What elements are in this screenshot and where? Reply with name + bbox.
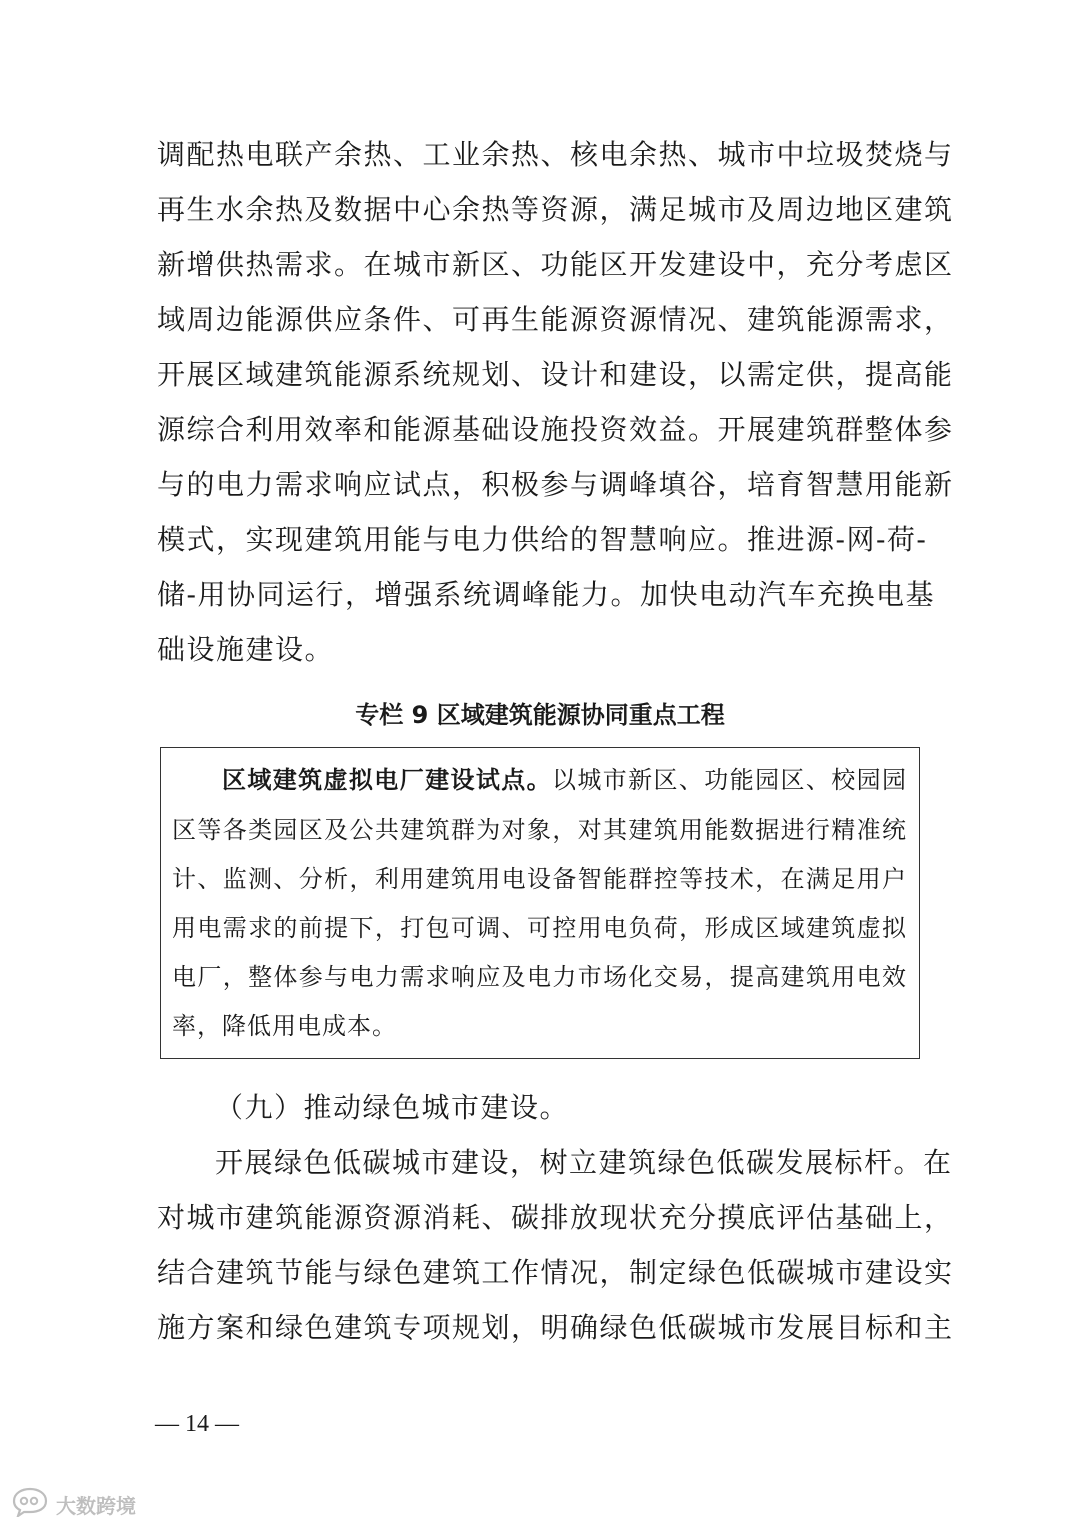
column-title: 专栏 9 区域建筑能源协同重点工程 <box>355 701 725 729</box>
body-line: 源综合利用效率和能源基础设施投资效益。开展建筑群整体参 <box>157 413 954 446</box>
column-first-line-text: 以城市新区、功能园区、校园园 <box>552 766 907 794</box>
page-number: — 14 — <box>155 1411 239 1437</box>
body-line: 结合建筑节能与绿色建筑工作情况，制定绿色低碳城市建设实 <box>157 1256 954 1289</box>
body-line: 新增供热需求。在城市新区、功能区开发建设中，充分考虑区 <box>157 248 954 281</box>
column-line: 用电需求的前提下，打包可调、可控用电负荷，形成区域建筑虚拟 <box>172 914 907 942</box>
column-line: 区等各类园区及公共建筑群为对象，对其建筑用能数据进行精准统 <box>172 816 907 844</box>
chat-bubble-logo-icon <box>10 1487 50 1521</box>
column-line: 计、监测、分析，利用建筑用电设备智能群控等技术，在满足用户 <box>172 865 907 893</box>
body-line: 再生水余热及数据中心余热等资源，满足城市及周边地区建筑 <box>157 193 954 226</box>
body-line: 与的电力需求响应试点，积极参与调峰填谷，培育智慧用能新 <box>157 468 954 501</box>
body-line: 础设施建设。 <box>157 633 335 666</box>
body-line: 开展区域建筑能源系统规划、设计和建设，以需定供，提高能 <box>157 358 954 391</box>
section-heading: （九）推动绿色城市建设。 <box>215 1091 570 1124</box>
watermark <box>10 1488 136 1520</box>
column-line: 率，降低用电成本。 <box>172 1012 397 1040</box>
body-line: 调配热电联产余热、工业余热、核电余热、城市中垃圾焚烧与 <box>157 138 954 171</box>
body-line: 施方案和绿色建筑专项规划，明确绿色低碳城市发展目标和主 <box>157 1311 954 1344</box>
column-first-line <box>222 762 907 798</box>
body-line: 模式，实现建筑用能与电力供给的智慧响应。推进源-网-荷- <box>157 523 928 556</box>
watermark-text: 大数跨境 <box>56 1493 136 1518</box>
body-line: 对城市建筑能源资源消耗、碳排放现状充分摸底评估基础上， <box>157 1201 954 1234</box>
body-line: 开展绿色低碳城市建设，树立建筑绿色低碳发展标杆。在 <box>215 1146 953 1179</box>
column-lead: 区域建筑虚拟电厂建设试点。 <box>222 766 552 794</box>
body-line: 储-用协同运行，增强系统调峰能力。加快电动汽车充换电基 <box>157 578 935 611</box>
body-line: 域周边能源供应条件、可再生能源资源情况、建筑能源需求， <box>157 303 954 336</box>
column-line: 电厂，整体参与电力需求响应及电力市场化交易，提高建筑用电效 <box>172 963 907 991</box>
